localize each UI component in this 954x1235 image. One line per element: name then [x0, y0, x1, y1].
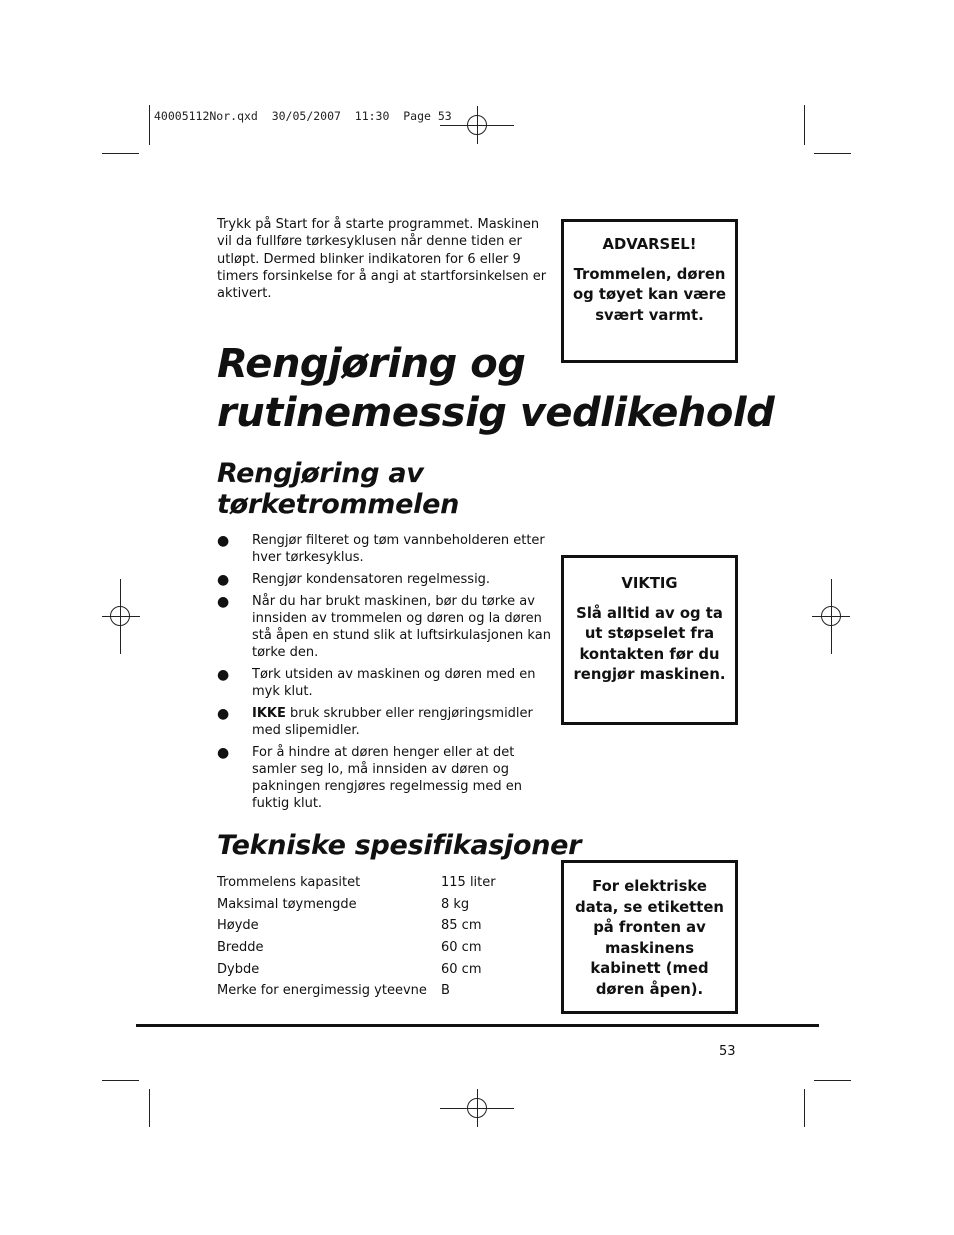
footer-rule — [136, 1024, 819, 1027]
spec-label: Dybde — [217, 961, 260, 977]
list-item-text: Tørk utsiden av maskinen og døren med en myk klut. — [252, 667, 536, 699]
list-item-text: Når du har brukt maskinen, bør du tørke av innsiden av trommelen og døren og la døren stå åpen en stund slik at luftsirkulasjonen kan tørke den. — [252, 594, 551, 660]
list-item — [217, 705, 552, 739]
cleaning-list — [217, 532, 552, 817]
spec-label: Høyde — [217, 918, 259, 934]
intro-paragraph: Trykk på Start for å starte programmet. Maskinen vil da fullføre tørkesyklusen når denne tiden er utløpt. Dermed blinker indikatoren for 6 eller 9 timers forsinkelse for å angi at startforsinkelsen er aktivert. — [217, 217, 547, 302]
electrical-info-box — [561, 860, 738, 1014]
table-row — [217, 872, 496, 894]
list-item — [217, 571, 552, 588]
spec-value: B — [441, 983, 450, 999]
print-slug: 40005112Nor.qxd 30/05/2007 11:30 Page 53 — [154, 109, 452, 123]
warning-text: Trommelen, døren og tøyet kan være svært varmt. — [572, 265, 727, 324]
spec-label: Maksimal tøymengde — [217, 896, 357, 912]
list-item-text-rest: bruk skrubber eller rengjøringsmidler med slipemidler. — [252, 706, 533, 738]
spec-label: Trommelens kapasitet — [217, 875, 361, 891]
table-row — [217, 980, 496, 1002]
electrical-info-text: For elektriske data, se etiketten på fronten av maskinens kabinett (med døren åpen). — [575, 878, 724, 998]
list-item-text: For å hindre at døren henger eller at det samler seg lo, må innsiden av døren og pakningen rengjøres regelmessig med en fuktig klut. — [252, 745, 522, 811]
bullet-icon: ● — [217, 706, 230, 722]
table-row — [217, 915, 496, 937]
cleaning-heading-line1: Rengjøring av — [217, 458, 424, 489]
table-row — [217, 958, 496, 980]
spec-value: 60 cm — [441, 961, 482, 977]
bullet-icon: ● — [217, 745, 230, 761]
list-item — [217, 532, 552, 566]
table-row — [217, 894, 496, 916]
list-item-text — [252, 706, 533, 738]
warning-heading: ADVARSEL! — [602, 236, 697, 253]
page-title-line2: rutinemessig vedlikehold — [217, 390, 775, 436]
list-item — [217, 666, 552, 700]
important-text: Slå alltid av og ta ut støpselet fra kontakten før du rengjør maskinen. — [573, 604, 726, 683]
spec-label: Merke for energimessig yteevne — [217, 983, 427, 999]
spec-value: 115 liter — [441, 875, 496, 891]
specs-table — [217, 872, 496, 1002]
cleaning-heading-line2: tørketrommelen — [217, 489, 460, 520]
spec-value: 60 cm — [441, 940, 482, 956]
list-item-text: Rengjør filteret og tøm vannbeholderen etter hver tørkesyklus. — [252, 533, 545, 565]
list-item — [217, 593, 552, 661]
table-row — [217, 937, 496, 959]
list-item — [217, 744, 552, 812]
bullet-icon: ● — [217, 667, 230, 683]
bullet-icon: ● — [217, 594, 230, 610]
important-box — [561, 555, 738, 725]
page-title — [217, 340, 774, 438]
spec-label: Bredde — [217, 940, 264, 956]
list-item-text: Rengjør kondensatoren regelmessig. — [252, 572, 491, 587]
spec-value: 8 kg — [441, 896, 470, 912]
bullet-icon: ● — [217, 533, 230, 549]
page-number: 53 — [719, 1044, 736, 1059]
bullet-icon: ● — [217, 572, 230, 588]
specs-heading: Tekniske spesifikasjoner — [217, 830, 582, 861]
cleaning-heading — [217, 458, 459, 520]
important-heading: VIKTIG — [621, 575, 678, 592]
page-title-line1: Rengjøring og — [217, 341, 526, 387]
spec-value: 85 cm — [441, 918, 482, 934]
emphasis-text: IKKE — [252, 706, 286, 721]
